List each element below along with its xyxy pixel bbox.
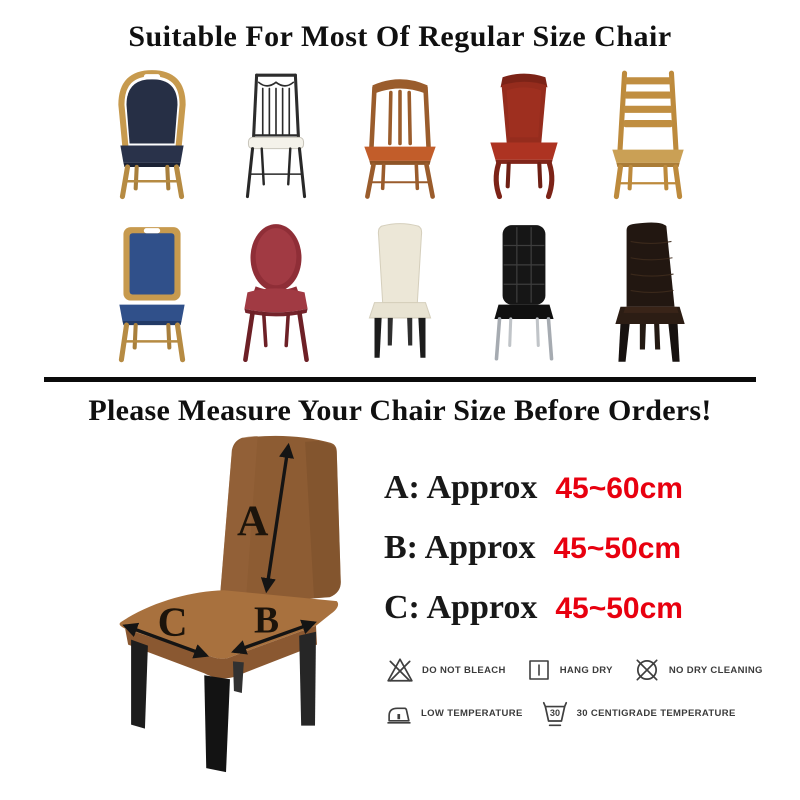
measurement-label: C: Approx	[384, 589, 538, 627]
chair-measurement-diagram	[110, 432, 345, 784]
chair-photo-wood-slat	[349, 66, 451, 201]
measurement-value: 45~60cm	[555, 472, 683, 506]
measure-section-title: Please Measure Your Chair Size Before Orders!	[88, 394, 712, 428]
no-dry-cleaning-icon	[633, 656, 661, 684]
measurement-label: A: Approx	[384, 469, 538, 507]
dimension-label-c: C	[157, 599, 188, 646]
measurement-row-b	[384, 529, 683, 567]
measurement-list	[384, 469, 683, 649]
chair-illustration	[473, 219, 575, 364]
wash-30-centigrade-icon	[541, 698, 569, 728]
care-item-hang-dry	[526, 657, 613, 683]
care-label: 30 CENTIGRADE TEMPERATURE	[576, 707, 736, 719]
page-title: Suitable For Most Of Regular Size Chair	[128, 20, 672, 53]
chair-illustration	[225, 66, 327, 201]
chair-photo-wrought-iron	[225, 66, 327, 201]
care-item-no-dry-cleaning	[633, 656, 763, 684]
care-label: LOW TEMPERATURE	[421, 707, 523, 719]
measurement-value: 45~50cm	[553, 532, 682, 566]
chair-photo-red-mahogany	[473, 66, 575, 201]
care-label: HANG DRY	[559, 664, 613, 676]
care-label: DO NOT BLEACH	[422, 664, 506, 676]
hang-dry-icon	[526, 657, 552, 683]
care-item-do-not-bleach	[386, 656, 506, 684]
chair-illustration	[473, 66, 575, 201]
care-instructions	[386, 656, 763, 728]
care-row-2	[386, 698, 763, 728]
chair-illustration	[597, 219, 699, 364]
chair-photo-oak-ladder	[597, 66, 699, 201]
dimension-label-b: B	[254, 601, 280, 643]
measurement-value: 45~50cm	[555, 592, 683, 626]
chair-photo-cream-parsons	[349, 219, 451, 364]
low-temperature-iron-icon	[386, 701, 413, 726]
care-item-wash-30	[541, 698, 736, 728]
dimension-label-a: A	[237, 497, 269, 546]
chair-gallery-row-1	[0, 66, 800, 201]
care-label: NO DRY CLEANING	[668, 664, 763, 676]
measurement-row-c	[384, 589, 683, 627]
chair-illustration	[597, 66, 699, 201]
chair-illustration	[349, 219, 451, 364]
chair-photo-maroon-oval	[225, 219, 327, 364]
chair-illustration	[349, 66, 451, 201]
wash-temperature-number: 30	[549, 708, 560, 719]
chair-photo-black-quilted	[473, 219, 575, 364]
chair-photo-dark-leather	[597, 219, 699, 364]
care-row-1	[386, 656, 763, 684]
chair-gallery-row-2	[0, 219, 800, 364]
measured-chair-illustration	[110, 432, 345, 784]
chair-photo-blue-banquet	[101, 219, 203, 364]
measurement-row-a	[384, 469, 683, 507]
chair-illustration	[225, 219, 327, 364]
chair-illustration	[101, 219, 203, 364]
chair-photo-navy-banquet	[101, 66, 203, 201]
measurement-label: B: Approx	[384, 529, 536, 567]
do-not-bleach-icon	[386, 656, 414, 684]
chair-illustration	[101, 66, 203, 201]
care-item-low-temperature	[386, 701, 523, 726]
section-divider	[44, 377, 756, 382]
measurement-section	[0, 428, 800, 791]
